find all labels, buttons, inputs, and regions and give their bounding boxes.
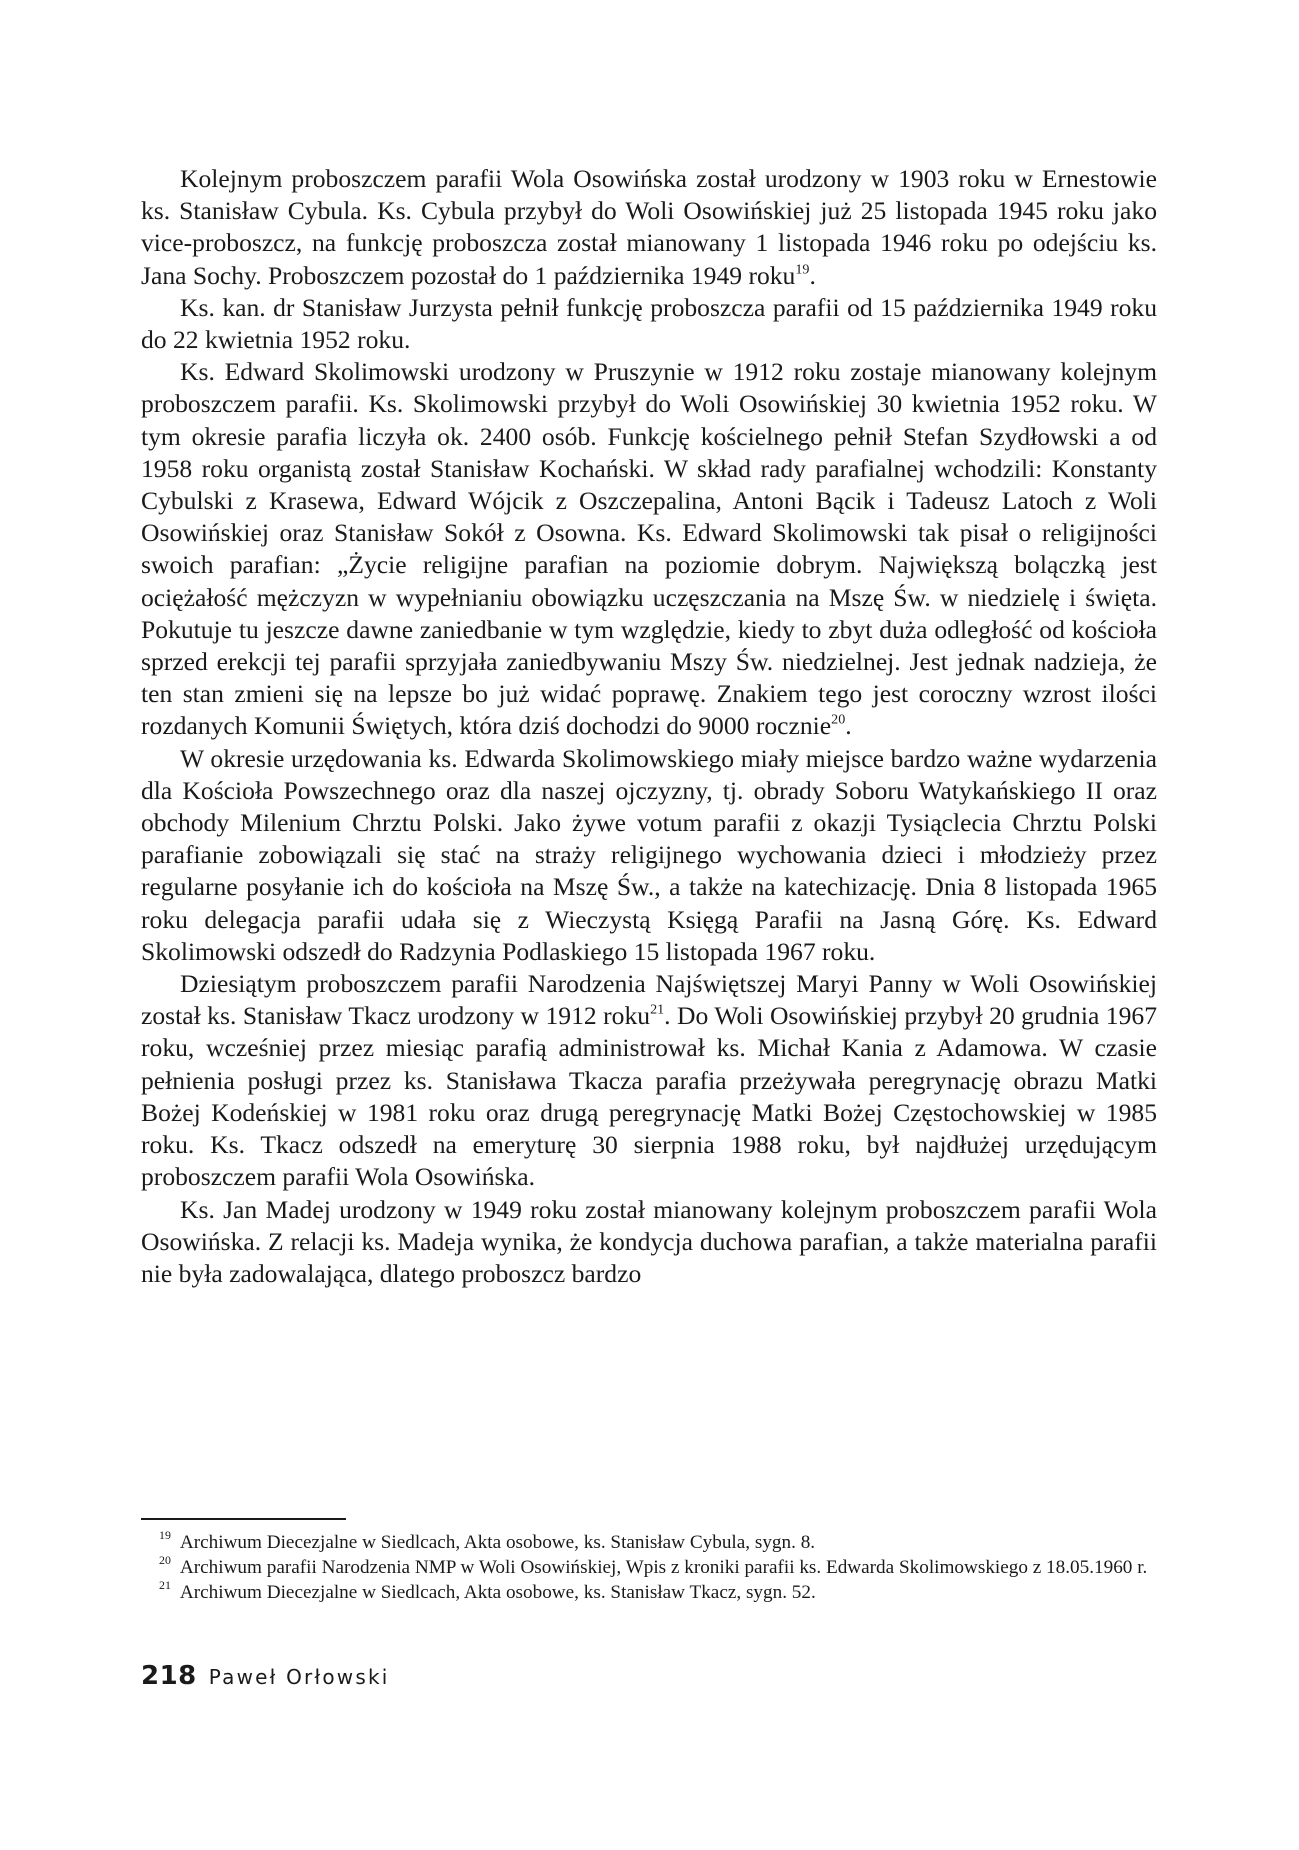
page-number: 218: [141, 1661, 197, 1691]
footnote-number: 19: [159, 1528, 171, 1543]
page-footer: [141, 1661, 390, 1691]
footnote-reference: 19: [795, 261, 810, 278]
footnote-text: Archiwum Diecezjalne w Siedlcach, Akta osobowe, ks. Stanisław Tkacz, sygn. 52.: [179, 1582, 816, 1603]
paragraph: Dziesiątym proboszczem parafii Narodzenia Najświętszej Maryi Panny w Woli Osowińskiej został ks. Stanisław Tkacz urodzony w 1912 roku$^{21}$. Do Woli Osowińskiej przybył 20 grudnia 1967 roku, wcześniej przez miesiąc parafią administrował ks. Michał Kania z Adamowa. W czasie pełnienia posługi przez ks. Stanisława Tkacza parafia przeżywała peregrynację obrazu Matki Bożej Kodeńskiej w 1981 roku oraz drugą peregrynację Matki Bożej Częstochowskiej w 1985 roku. Ks. Tkacz odszedł na emeryturę 30 sierpnia 1988 roku, był najdłużej urzędującym proboszczem parafii Wola Osowińska.: [141, 969, 1157, 1192]
paragraph: Ks. Edward Skolimowski urodzony w Pruszynie w 1912 roku zostaje mianowany kolejnym proboszczem parafii. Ks. Skolimowski przybył do Woli Osowińskiej 30 kwietnia 1952 roku. W tym okresie parafia liczyła ok. 2400 osób. Funkcję kościelnego pełnił Stefan Szydłowski a od 1958 roku organistą został Stanisław Kochański. W skład rady parafialnej wchodzili: Konstanty Cybulski z Krasewa, Edward Wójcik z Oszczepalina, Antoni Bącik i Tadeusz Latoch z Woli Osowińskiej oraz Stanisław Sokół z Osowna. Ks. Edward Skolimowski tak pisał o religijności swoich parafian: „Życie religijne parafian na poziomie dobrym. Największą bolączką jest ociężałość mężczyzn w wypełnianiu obowiązku uczęszczania na Mszę Św. w niedzielę i święta. Pokutuje tu jeszcze dawne zaniedbanie w tym względzie, kiedy to zbyt duża odległość od kościoła sprzed erekcji tej parafii sprzyjała zaniedbywaniu Mszy Św. niedzielnej. Jest jednak nadzieja, że ten stan zmieni się na lepsze bo już widać poprawę. Znakiem tego jest coroczny wzrost ilości rozdanych Komunii Świętych, która dziś dochodzi do 9000 rocznie$^{20}$.: [141, 357, 1157, 741]
author-name: Paweł Orłowski: [208, 1665, 390, 1689]
footnote-text: Archiwum Diecezjalne w Siedlcach, Akta osobowe, ks. Stanisław Cybula, sygn. 8.: [179, 1532, 816, 1553]
paragraph: Kolejnym proboszczem parafii Wola Osowińska został urodzony w 1903 roku w Ernestowie ks. Stanisław Cybula. Ks. Cybula przybył do Woli Osowińskiej już 25 listopada 1945 roku jako vice-proboszcz, na funkcję proboszcza został mianowany 1 listopada 1946 roku po odejściu ks. Jana Sochy. Proboszczem pozostał do 1 października 1949 roku$^{19}$.: [141, 164, 1157, 290]
body-text: [141, 163, 1157, 1290]
paragraph: W okresie urzędowania ks. Edwarda Skolimowskiego miały miejsce bardzo ważne wydarzenia dla Kościoła Powszechnego oraz dla naszej ojczyzny, tj. obrady Soboru Watykańskiego II oraz obchody Milenium Chrztu Polski. Jako żywe votum parafii z okazji Tysiąclecia Chrztu Polski parafianie zobowiązali się stać na straży religijnego wychowania dzieci i młodzieży przez regularne posyłanie ich do kościoła na Mszę Św., a także na katechizację. Dnia 8 listopada 1965 roku delegacja parafii udała się z Wieczystą Księgą Parafii na Jasną Górę. Ks. Edward Skolimowski odszedł do Radzynia Podlaskiego 15 listopada 1967 roku.: [141, 743, 1157, 966]
paragraph: Ks. Jan Madej urodzony w 1949 roku został mianowany kolejnym proboszczem parafii Wola Osowińska. Z relacji ks. Madeja wynika, że kondycja duchowa parafian, a także materialna parafii nie była zadowalająca, dlatego proboszcz bardzo: [141, 1194, 1157, 1288]
footnote-reference: 20: [831, 711, 846, 728]
footnote: [141, 1530, 1157, 1555]
footnote: [141, 1580, 1157, 1605]
footnote: [141, 1555, 1157, 1580]
footnote-number: 21: [159, 1578, 171, 1593]
footnote-text: Archiwum parafii Narodzenia NMP w Woli Osowińskiej, Wpis z kroniki parafii ks. Edwarda Skolimowskiego z 18.05.1960 r.: [179, 1557, 1148, 1578]
footnote-reference: 21: [650, 1001, 665, 1018]
paragraph: Ks. kan. dr Stanisław Jurzysta pełnił funkcję proboszcza parafii od 15 października 1949 roku do 22 kwietnia 1952 roku.: [141, 292, 1157, 355]
footnote-divider: [141, 1518, 346, 1520]
footnote-number: 20: [159, 1553, 171, 1568]
footnotes: [141, 1530, 1157, 1605]
